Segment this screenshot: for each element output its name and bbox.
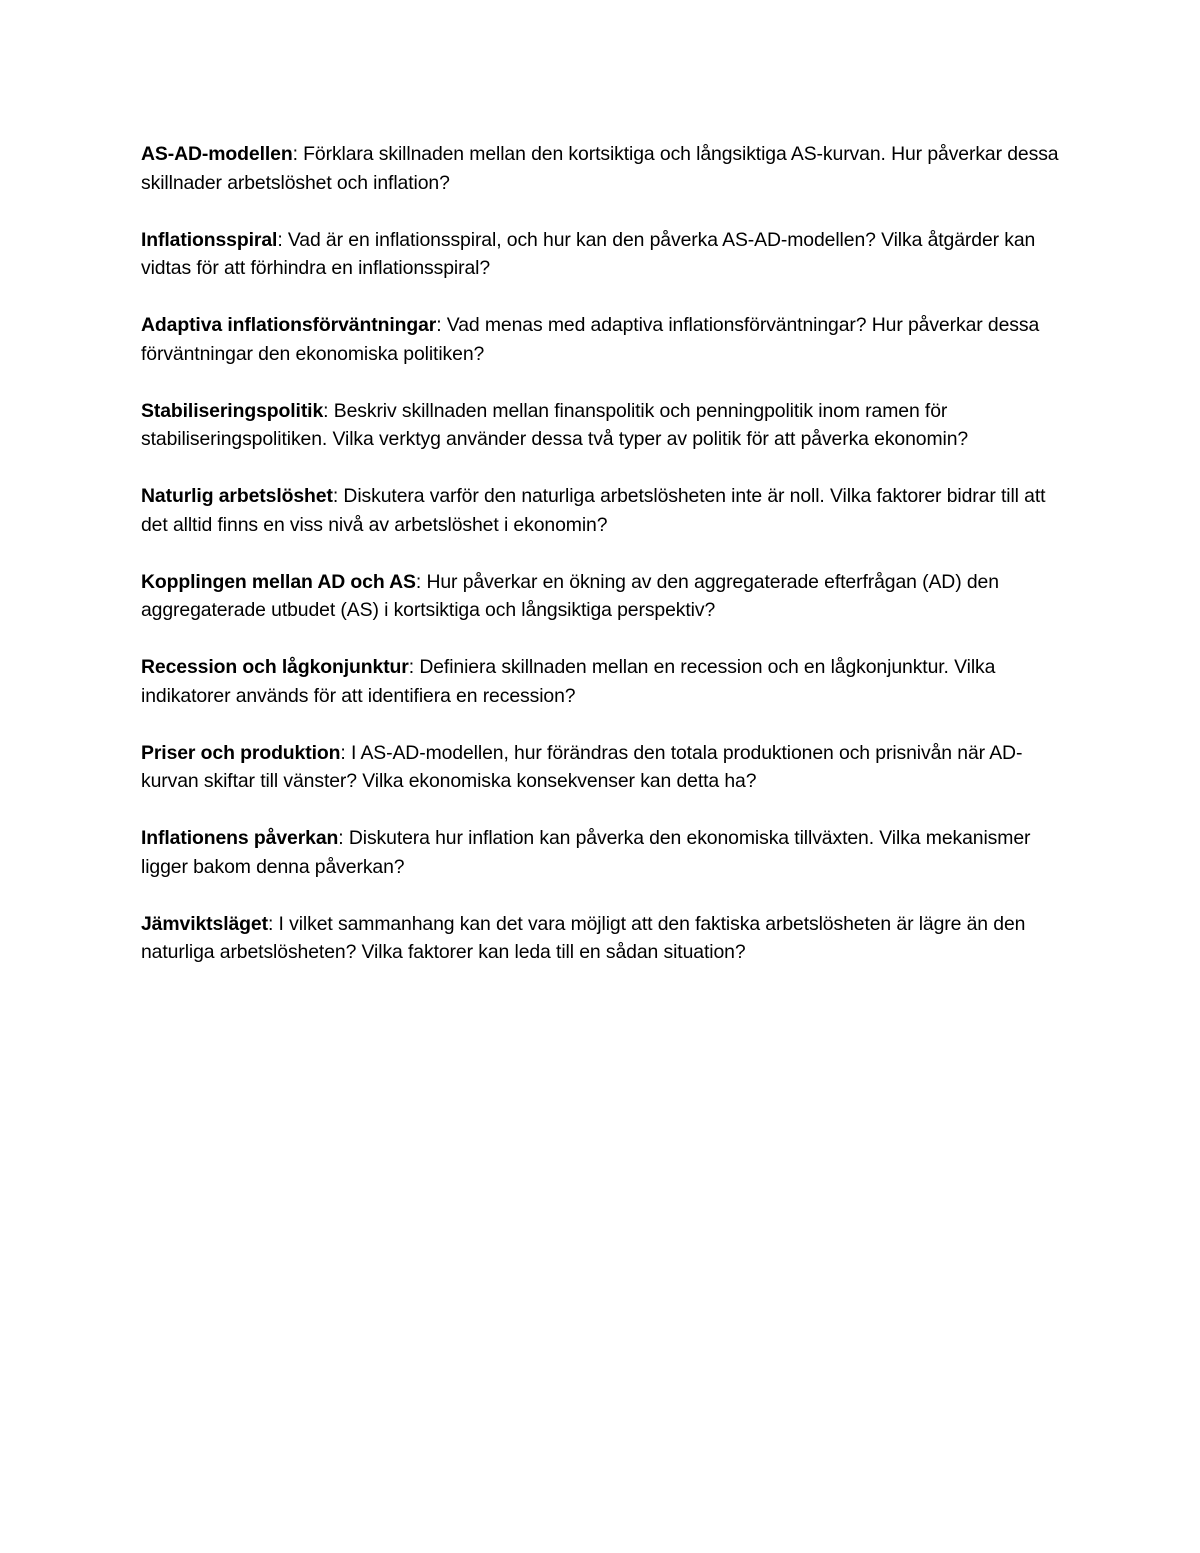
question-item [141, 397, 1061, 454]
question-item [141, 824, 1061, 881]
question-item [141, 140, 1061, 197]
question-list [141, 140, 1061, 995]
question-item [141, 226, 1061, 283]
question-text: : Definiera skillnaden mellan en recession och en lågkonjunktur. Vilka indikatorer används för att identifiera en recession? [141, 656, 996, 707]
question-term: Inflationens påverkan [141, 827, 339, 849]
question-text: : Beskriv skillnaden mellan finanspolitik och penningpolitik inom ramen för stabiliseringspolitiken. Vilka verktyg använder dessa två typer av politik för att påverka ekonomin? [141, 399, 969, 450]
question-text: : Diskutera varför den naturliga arbetslösheten inte är noll. Vilka faktorer bidrar till att det alltid finns en viss nivå av arbetslöshet i ekonomin? [141, 485, 1046, 536]
question-text: : Hur påverkar en ökning av den aggregaterade efterfrågan (AD) den aggregaterade utbudet (AS) i kortsiktiga och långsiktiga perspektiv? [141, 570, 999, 621]
question-text: : Vad menas med adaptiva inflationsförväntningar? Hur påverkar dessa förväntningar den ekonomiska politiken? [141, 314, 1040, 365]
question-item [141, 482, 1061, 539]
question-text: : I vilket sammanhang kan det vara möjligt att den faktiska arbetslösheten är lägre än den naturliga arbetslösheten? Vilka faktorer kan leda till en sådan situation? [141, 912, 1026, 963]
question-term: Naturlig arbetslöshet [141, 485, 333, 507]
question-item [141, 568, 1061, 625]
question-item [141, 739, 1061, 796]
question-term: Recession och lågkonjunktur [141, 656, 409, 678]
question-item [141, 910, 1061, 967]
question-term: Priser och produktion [141, 741, 341, 764]
question-text: : Vad är en inflationsspiral, och hur kan den påverka AS-AD-modellen? Vilka åtgärder kan vidtas för att förhindra en inflationsspiral? [141, 228, 1036, 279]
question-text: : I AS-AD-modellen, hur förändras den totala produktionen och prisnivån när AD-kurvan skiftar till vänster? Vilka ekonomiska konsekvenser kan detta ha? [141, 741, 1023, 792]
question-term: Kopplingen mellan AD och AS [141, 570, 416, 593]
question-term: AS-AD-modellen [141, 143, 293, 165]
question-text: : Förklara skillnaden mellan den kortsiktiga och långsiktiga AS-kurvan. Hur påverkar dessa skillnader arbetslöshet och inflation? [141, 143, 1059, 194]
question-term: Adaptiva inflationsförväntningar [141, 314, 437, 336]
question-text: : Diskutera hur inflation kan påverka den ekonomiska tillväxten. Vilka mekanismer ligger bakom denna påverkan? [141, 827, 1031, 878]
question-term: Inflationsspiral [141, 228, 278, 251]
question-term: Jämviktsläget [141, 912, 268, 935]
question-item [141, 311, 1061, 368]
question-item [141, 653, 1061, 710]
question-term: Stabiliseringspolitik [141, 399, 324, 422]
